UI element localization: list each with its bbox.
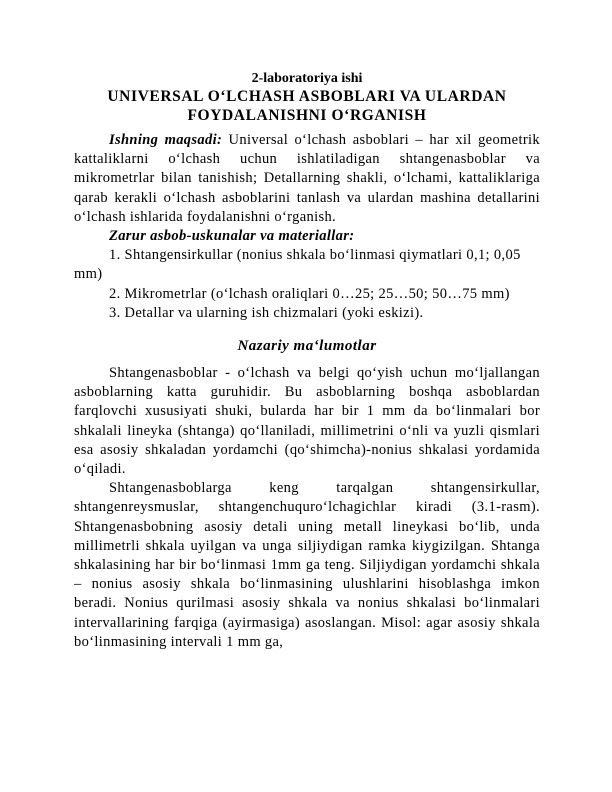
materials-item-1: 1. Shtangensirkullar (nonius shkala bo‘linmasi qiymatlari 0,1; 0,05 mm) xyxy=(74,247,521,283)
title-line-2: FOYDALANISHNI O‘RGANISH xyxy=(187,107,427,124)
lab-number: 2-laboratoriya ishi xyxy=(251,71,363,86)
theory-paragraph-2: Shtangenasboblarga keng tarqalgan shtangensirkullar, shtangenreysmuslar, shtangenchuquro‘lchagichlar kiradi (3.1-rasm). Shtangenasbobning asosiy detali uning metall lineykasi bo‘lib, unda millimetrli shkala uyilgan va unga siljiydigan ramka kiygizilgan. Shtanga shkalasining har bir bo‘linmasi 1mm ga teng. Siljiydigan yordamchi shkala – nonius asosiy shkala bo‘linmasining ulushlarini hisoblashga imkon beradi. Nonius qurilmasi asosiy shkala va nonius shkalasi bo‘linmalari intervallarining farqiga (ayirmasiga) asoslangan. Misol: agar asosiy shkala bo‘linmasining intervali 1 mm ga, xyxy=(74,480,540,650)
materials-label-line xyxy=(74,227,540,246)
purpose-text: Universal o‘lchash asboblari – har xil geometrik kattaliklarni o‘lchash uchun ishlatiladigan shtangenasboblar va mikrometrlar bilan tanishish; Detallarning shakli, o‘lchami, kattaliklariga qarab kerakli o‘lchash asboblarini tanlash va ulardan mashina detallarini o‘lchash ishlarida foydalanishni o‘rganish. xyxy=(74,132,540,225)
materials-item-2: 2. Mikrometrlar (o‘lchash oraliqlari 0…25; 25…50; 50…75 mm) xyxy=(109,285,510,302)
document-page xyxy=(74,70,540,652)
purpose-paragraph xyxy=(74,131,540,227)
materials-item-3: 3. Detallar va ularning ish chizmalari (yoki eskizi). xyxy=(109,304,424,321)
title-line-1: UNIVERSAL O‘LCHASH ASBOBLARI VA ULARDAN xyxy=(107,88,507,105)
theory-heading: Nazariy ma‘lumotlar xyxy=(237,338,377,355)
theory-paragraph-1: Shtangenasboblar - o‘lchash va belgi qo‘yish uchun mo‘ljallangan asboblarning katta guruhidir. Bu asboblarning boshqa asboblardan farqlovchi xususiyati shuki, bularda har bir 1 mm da bo‘linmalari bor shkalali lineyka (shtanga) qo‘llaniladi, millimetrini o‘nli va yuzli qismlari esa asosiy shkaladan yordamchi (qo‘shimcha)-nonius shkalasi yordamida o‘qiladi. xyxy=(74,365,540,478)
materials-label: Zarur asbob-uskunalar va materiallar: xyxy=(109,228,355,245)
purpose-label: Ishning maqsadi: xyxy=(109,132,223,148)
